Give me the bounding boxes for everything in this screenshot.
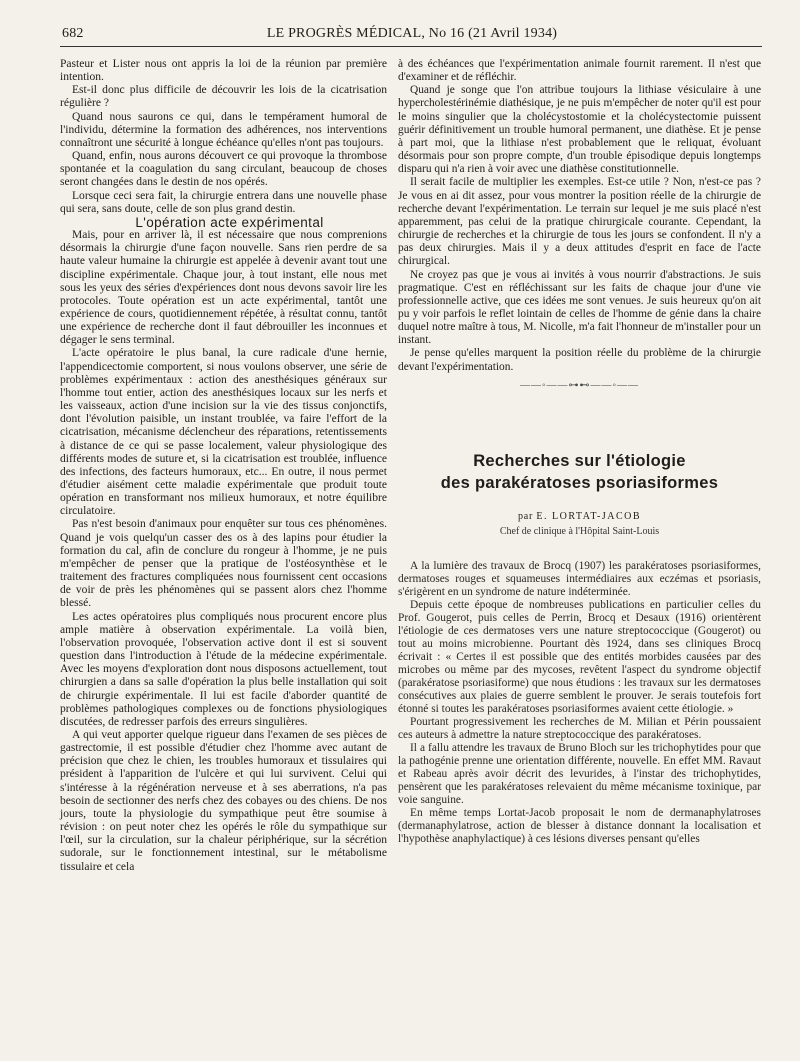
paragraph: Depuis cette époque de nombreuses publications en particulier celles du Prof. Gougerot, puis celles de Perrin, Brocq et Desaux (1916) orientèrent l'étiologie de ces dermatoses vers une nature streptococcique (Gougerot) ou tout au moins microbienne. Pourtant dès 1924, dans ses cliniques Brocq écrivait : « Certes il est possible que des entités morbides causées par des microbes ou même par des mycoses, revêtent l'aspect du syndrome objectif (parakératose psoriasiforme) que nous étudions : les travaux sur les dermatoses consécutives aux plaies de guerre semblent le prouver. Je serais toutefois fort étonné si toutes les parakératoses psoriasiformes avaient cette étiologie. »: [398, 599, 761, 716]
paragraph: Je pense qu'elles marquent la position réelle du problème de la chirurgie devant l'expérimentation.: [398, 347, 761, 373]
ornament-divider: ——◦——⊶⊷——◦——: [519, 379, 640, 391]
author-affiliation: Chef de clinique à l'Hôpital Saint-Louis: [499, 526, 660, 538]
byline-par: par: [517, 510, 534, 522]
paragraph: Est-il donc plus difficile de découvrir les lois de la cicatrisation régulière ?: [60, 84, 387, 110]
header-rule: [60, 46, 762, 47]
paragraph: Ne croyez pas que je vous ai invités à vous nourrir d'abstractions. Je suis pragmatique. C'est en réfléchissant sur les faits de chaque jour d'une vie professionnelle active, que ces idées me sont venues. Je suis heureux qu'on ait pu y voir parfois le reflet lointain de celles de l'homme de génie dans la chaire duquel notre maître à tous, M. Nicolle, m'a fait l'honneur de m'installer pour un instant.: [398, 268, 761, 347]
paragraph: Pasteur et Lister nous ont appris la loi de la réunion par première intention.: [60, 58, 387, 84]
paragraph: Il a fallu attendre les travaux de Bruno Bloch sur les trichophytides pour que la pathogénie prenne une orientation différente, nouvelle. En effet MM. Ravaut et Rabeau après avoir décrit des levurides, à l'instar des trichophytides, pensèrent que les parakératoses relevaient du même mécanisme toxinique, par voie sanguine.: [398, 742, 761, 807]
paragraph: A la lumière des travaux de Brocq (1907) les parakératoses psoriasiformes, dermatoses rouges et squameuses intermédiaires aux eczémas et psoriasis, s'érigèrent en un syndrome de nature indéterminée.: [398, 560, 761, 599]
article-title: [398, 450, 761, 494]
section-title: L'opération acte expérimental: [135, 214, 324, 230]
paragraph: A qui veut apporter quelque rigueur dans l'examen de ses pièces de gastrectomie, il est possible d'étudier chez l'homme avec autant de précision que chez le chien, les troubles humoraux et tissulaires qui président à l'apparition de l'ulcère et qui lui survivent. Celui qui s'intéresse à la régénération nerveuse et à ses aberrations, n'a pas besoin de sectionner des nerfs chez des cobayes ou des chiens. De nos jours, toute la physiologie du sympathique peut être soumise à révision : on peut noter chez les opérés le rôle du sympathique sur l'œil, sur la circulation, sur la chaleur périphérique, sur la sécrétion sudorale, sur le fonctionnement intestinal, sur le métabolisme tissulaire et cela: [60, 728, 387, 873]
article-body: [398, 560, 761, 846]
author-name: E. LORTAT-JACOB: [536, 510, 642, 522]
paragraph: L'acte opératoire le plus banal, la cure radicale d'une hernie, l'appendicectomie comportent, si nous voulons observer, une série de problèmes expérimentaux : action des anesthésiques généraux sur l'homme tout entier, action des anesthésiques locaux sur les nerfs et les vaisseaux, action d'une incision sur la vie des tissus conjonctifs, dont l'évolution paisible, un instant troublée, va faire l'effort de la cicatrisation, mécanisme déclencheur des réparations, retentissements à distance de ce qui se passe localement, valeur physiologique des différents modes de suture et, si la cicatrisation est troublée, influence des infections, des facteurs humoraux, etc... En outre, il nous permet d'étudier aisément cette maladie expérimentale que produit toute opération en transformant nos milieux humoraux, et notre équilibre circulatoire.: [60, 347, 387, 518]
paragraph: Quand je songe que l'on attribue toujours la lithiase vésiculaire à une hypercholestérinémie diathésique, je ne puis m'empêcher de noter qu'il est pour le moins singulier que la cholécystostomie et la cholécystectomie puissent guérir définitivement un trouble humoral permanent, une diathèse. Et je pense à part moi, que la lithiase n'est probablement que le reliquat, évoluant désormais pour son propre compte, d'un trouble épisodique depuis longtemps disparu qui n'a rien à voir avec une diathèse constitutionnelle.: [398, 84, 761, 176]
running-header: [62, 26, 762, 44]
left-column: [60, 58, 387, 874]
paragraph: à des échéances que l'expérimentation animale fournit rarement. Il n'est que d'examiner et de réfléchir.: [398, 58, 761, 84]
page-number: 682: [62, 26, 84, 41]
paragraph: En même temps Lortat-Jacob proposait le nom de dermanaphylatroses (dermanaphylatrose, action de blesser à distance donnant la localisation et l'hypothèse anaphylactique) à ces lésions diverses pensant qu'elles: [398, 807, 761, 846]
paragraph: Quand, enfin, nous aurons découvert ce qui provoque la thrombose spontanée et la coagulation du sang circulant, beaucoup de choses seront changées dans le destin de nos opérés.: [60, 150, 387, 189]
paragraph: Lorsque ceci sera fait, la chirurgie entrera dans une nouvelle phase qui sera, sans doute, celle de son plus grand destin.: [60, 189, 387, 215]
paragraph: Mais, pour en arriver là, il est nécessaire que nous comprenions désormais la chirurgie d'une façon nouvelle. Sans rien perdre de sa haute valeur humaine la chirurgie est appelée à devenir avant tout une discipline expérimentale. Chaque jour, à tout instant, elle nous met sous les yeux des séries d'expériences dont nous devons savoir lire les protocoles. Toute opération est un acte expérimental, tantôt une expérience de cours, quotidiennement répétée, à résultat connu, tantôt une expérience de recherche dont il faut débrouiller les inconnues et dégager le sens terminal.: [60, 229, 387, 347]
byline: [398, 510, 761, 523]
paragraph: Il serait facile de multiplier les exemples. Est-ce utile ? Non, n'est-ce pas ? Je vous en ai dit assez, pour vous montrer la position réelle de la chirurgie de recherche devant l'expérimentation. Le terrain sur lequel je me suis placé n'est apparemment, pas celui de la pratique chirurgicale courante. Cependant, la chirurgie de recherches et la chirurgie de tous les jours se confondent. Il n'y a pas deux chirurgies. Mais il y a deux attitudes d'esprit en face de l'acte chirurgical.: [398, 176, 761, 268]
journal-title: LE PROGRÈS MÉDICAL, No 16 (21 Avril 1934): [266, 26, 558, 41]
article-title-line: des parakératoses psoriasiformes: [440, 473, 719, 492]
right-column: [398, 58, 761, 846]
paragraph: Les actes opératoires plus compliqués nous procurent encore plus ample matière à observation expérimentale. La voilà bien, l'observation provoquée, l'observation active dont il est si souvent question dans l'introduction à l'étude de la médecine expérimentale. Avec les moyens d'exploration dont nous disposons actuellement, tout chirurgien a dans sa salle d'opération la plus belle installation qui soit de chirurgie expérimentale. Il lui est facile d'aborder quantité de problèmes pathologiques complexes ou de fonctions physiologiques discutées, de redresser parfois des erreurs singulières.: [60, 610, 387, 728]
paragraph: Quand nous saurons ce qui, dans le tempérament humoral de l'individu, détermine la formation des adhérences, nos interventions connaîtront une sécurité à longue échéance qu'elles n'ont pas toujours.: [60, 110, 387, 149]
paragraph: Pas n'est besoin d'animaux pour enquêter sur tous ces phénomènes. Quand je vois quelqu'un casser des os à des lapins pour étudier la formation du cal, afin de conclure du rongeur à l'homme, je ne puis m'empêcher de penser que la pratique de l'ostéosynthèse et le traitement des fractures compliquées nous fournissent cent occasions de voir de près les phénomènes qui se passent alors chez l'homme blessé.: [60, 518, 387, 610]
article-title-line: Recherches sur l'étiologie: [473, 451, 686, 470]
paragraph: Pourtant progressivement les recherches de M. Milian et Périn poussaient ces auteurs à admettre la nature streptococcique des parakératoses.: [398, 716, 761, 742]
